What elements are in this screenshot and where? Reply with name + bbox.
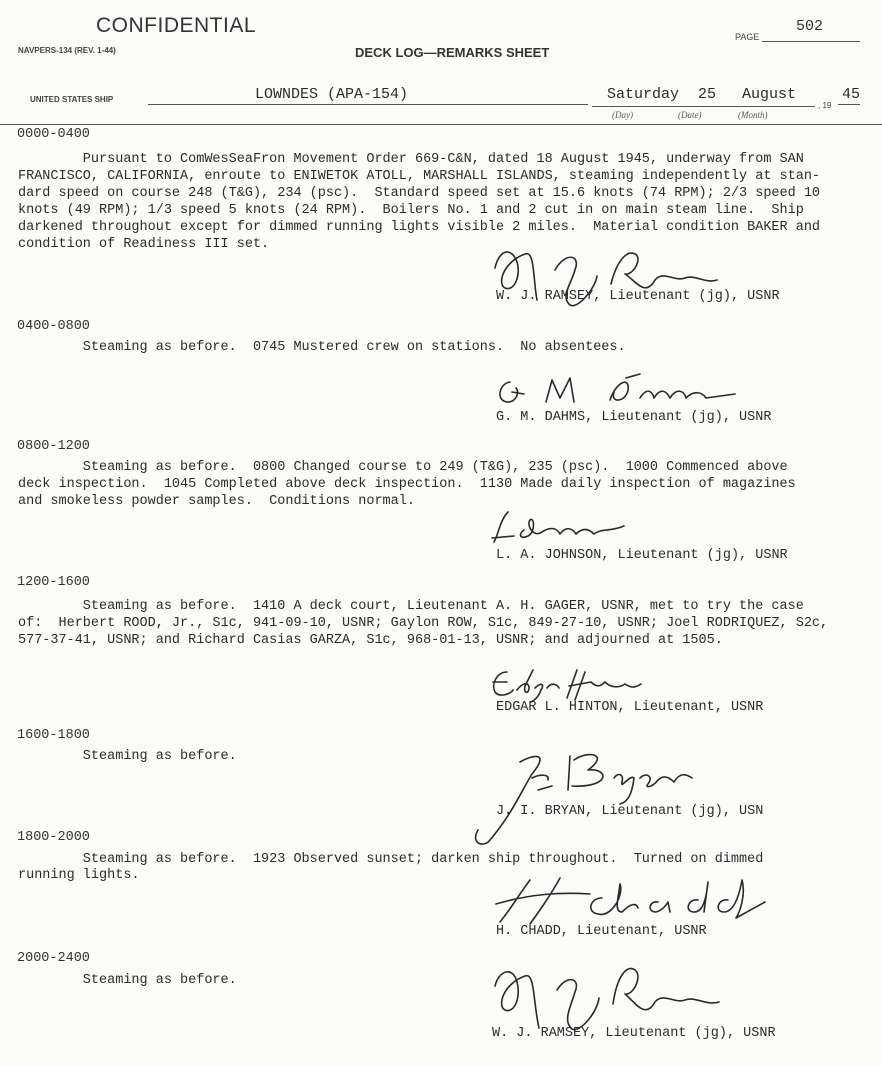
entry-line: condition of Readiness III set.: [18, 237, 270, 252]
watch-time: 0400-0800: [17, 319, 90, 334]
month-caption: (Month): [738, 110, 768, 120]
log-date: 25: [698, 86, 717, 103]
entry-line: running lights.: [18, 868, 140, 883]
watch-time: 0000-0400: [17, 127, 90, 142]
watch-time: 2000-2400: [17, 951, 90, 966]
watch-time: 0800-1200: [17, 439, 90, 454]
log-month: August: [742, 86, 797, 103]
page-label: PAGE: [735, 32, 760, 42]
date-caption: (Date): [678, 110, 702, 120]
entry-line: darkened throughout except for dimmed running lights visible 2 miles. Material condition BAKER and: [18, 220, 821, 235]
entry-line: Steaming as before.: [18, 749, 237, 764]
handwritten-signature: [460, 744, 700, 854]
handwritten-signature: [485, 664, 665, 704]
log-day: Saturday: [607, 86, 680, 103]
page-number: 502: [796, 18, 824, 35]
handwritten-signature: [490, 368, 740, 412]
form-number: NAVPERS-134 (REV. 1-44): [18, 46, 116, 55]
day-caption: (Day): [612, 110, 633, 120]
entry-line: knots (49 RPM); 1/3 speed 5 knots (24 RPM). Boilers No. 1 and 2 cut in on main steam line. Ship: [18, 203, 804, 218]
handwritten-signature: [490, 872, 770, 928]
watch-time: 1600-1800: [17, 728, 90, 743]
year-underline: [838, 104, 860, 105]
signature-name: H. CHADD, Lieutenant, USNR: [496, 924, 707, 939]
year-prefix: , 19: [818, 101, 832, 110]
signature-name: L. A. JOHNSON, Lieutenant (jg), USNR: [496, 548, 788, 563]
entry-line: of: Herbert ROOD, Jr., S1c, 941-09-10, USNR; Gaylon ROW, S1c, 849-27-10, USNR; Joel RODRIQUEZ, S2c,: [18, 616, 829, 631]
sheet-title: DECK LOG—REMARKS SHEET: [355, 45, 550, 60]
entry-line: Steaming as before. 0800 Changed course to 249 (T&G), 235 (psc). 1000 Commenced above: [18, 460, 788, 475]
entry-line: deck inspection. 1045 Completed above deck inspection. 1130 Made daily inspection of magazines: [18, 477, 796, 492]
entry-line: Steaming as before.: [18, 973, 237, 988]
entry-line: 577-37-41, USNR; and Richard Casias GARZA, S1c, 968-01-13, USNR; and adjourned at 1505.: [18, 633, 723, 648]
handwritten-signature: [490, 506, 640, 546]
date-underline: [592, 106, 815, 107]
ship-underline: [148, 104, 588, 105]
handwritten-signature: [485, 240, 725, 320]
page-underline: [762, 41, 860, 42]
entry-line: Pursuant to ComWesSeaFron Movement Order 669-C&N, dated 18 August 1945, underway from SAN: [18, 152, 804, 167]
signature-name: W. J. RAMSEY, Lieutenant (jg), USNR: [492, 1026, 776, 1041]
entry-line: Steaming as before. 1410 A deck court, Lieutenant A. H. GAGER, USNR, met to try the case: [18, 599, 804, 614]
signature-name: J. I. BRYAN, Lieutenant (jg), USN: [496, 804, 764, 819]
signature-name: G. M. DAHMS, Lieutenant (jg), USNR: [496, 410, 772, 425]
entry-line: Steaming as before. 1923 Observed sunset; darken ship throughout. Turned on dimmed: [18, 852, 764, 867]
watch-time: 1200-1600: [17, 575, 90, 590]
entry-line: and smokeless powder samples. Conditions normal.: [18, 494, 415, 509]
entry-line: dard speed on course 248 (T&G), 234 (psc). Standard speed set at 15.6 knots (74 RPM); 2/3 speed 10: [18, 186, 821, 201]
entry-line: Steaming as before. 0745 Mustered crew on stations. No absentees.: [18, 340, 626, 355]
ship-name: LOWNDES (APA-154): [255, 86, 409, 103]
signature-name: EDGAR L. HINTON, Lieutenant, USNR: [496, 700, 764, 715]
header-rule: [0, 124, 882, 125]
ship-label: UNITED STATES SHIP: [30, 95, 114, 104]
watch-time: 1800-2000: [17, 830, 90, 845]
signature-name: W. J. RAMSEY, Lieutenant (jg), USNR: [496, 289, 780, 304]
log-year: 45: [842, 86, 861, 103]
classification-label: CONFIDENTIAL: [96, 14, 257, 37]
entry-line: FRANCISCO, CALIFORNIA, enroute to ENIWETOK ATOLL, MARSHALL ISLANDS, steaming independently at stan-: [18, 169, 821, 184]
